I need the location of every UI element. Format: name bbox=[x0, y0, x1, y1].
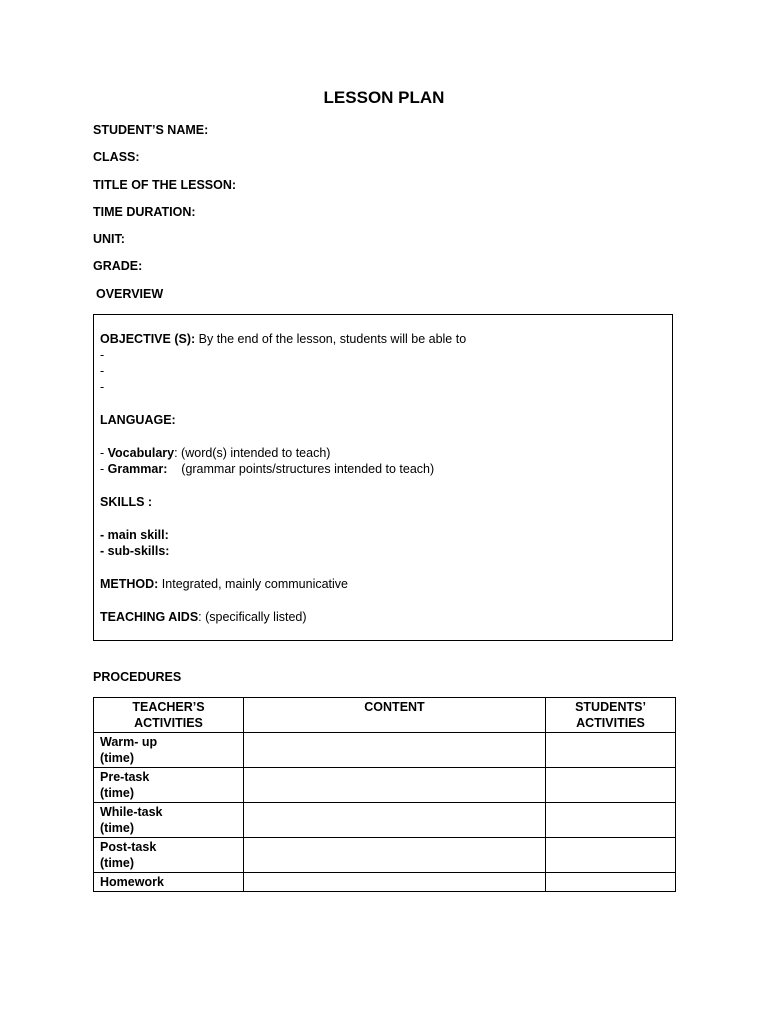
table-row bbox=[94, 768, 676, 803]
stage-time: (time) bbox=[100, 821, 135, 835]
content-cell[interactable] bbox=[244, 838, 546, 873]
stage-time: (time) bbox=[100, 751, 135, 765]
students-activities-cell[interactable] bbox=[546, 873, 676, 892]
students-activities-cell[interactable] bbox=[546, 803, 676, 838]
method-label: METHOD: bbox=[100, 577, 159, 591]
lesson-title-label: TITLE OF THE LESSON: bbox=[93, 178, 237, 192]
vocabulary-text: : (word(s) intended to teach) bbox=[174, 446, 331, 460]
stage-name: Warm- up bbox=[100, 735, 158, 749]
stage-name: Homework bbox=[100, 875, 164, 889]
objective-line bbox=[100, 332, 466, 346]
students-activities-cell[interactable] bbox=[546, 838, 676, 873]
grade-label: GRADE: bbox=[93, 259, 143, 273]
vocabulary-prefix: - bbox=[100, 446, 108, 460]
grammar-label: Grammar: bbox=[107, 462, 168, 476]
content-cell[interactable] bbox=[244, 768, 546, 803]
objective-dash-3: - bbox=[100, 380, 105, 394]
grammar-text: (grammar points/structures intended to teach) bbox=[167, 462, 435, 476]
student-name-label: STUDENT’S NAME: bbox=[93, 123, 209, 137]
sub-skills-label: - sub-skills: bbox=[100, 544, 170, 558]
vocabulary-label: Vocabulary bbox=[107, 446, 175, 460]
stage-name: While-task bbox=[100, 805, 163, 819]
objective-label: OBJECTIVE (S): bbox=[100, 332, 196, 346]
stage-cell bbox=[94, 768, 244, 803]
stage-cell bbox=[94, 733, 244, 768]
grammar-line bbox=[100, 462, 434, 476]
header-teachers-activities: TEACHER’S ACTIVITIES bbox=[94, 698, 244, 733]
vocabulary-line bbox=[100, 446, 330, 460]
stage-cell bbox=[94, 873, 244, 892]
stage-time: (time) bbox=[100, 786, 135, 800]
header-content: CONTENT bbox=[244, 698, 546, 733]
table-row bbox=[94, 803, 676, 838]
page-title: LESSON PLAN bbox=[323, 88, 445, 107]
language-label: LANGUAGE: bbox=[100, 413, 176, 427]
method-text: Integrated, mainly communicative bbox=[158, 577, 348, 591]
teaching-aids-label: TEACHING AIDS bbox=[100, 610, 199, 624]
time-duration-label: TIME DURATION: bbox=[93, 205, 196, 219]
unit-label: UNIT: bbox=[93, 232, 125, 246]
grammar-prefix: - bbox=[100, 462, 108, 476]
teaching-aids-line bbox=[100, 610, 307, 624]
objective-dash-2: - bbox=[100, 364, 105, 378]
overview-heading: OVERVIEW bbox=[96, 287, 164, 301]
objective-dash-1: - bbox=[100, 348, 105, 362]
method-line bbox=[100, 577, 348, 591]
stage-time: (time) bbox=[100, 856, 135, 870]
main-skill-label: - main skill: bbox=[100, 528, 169, 542]
table-row bbox=[94, 838, 676, 873]
stage-cell bbox=[94, 838, 244, 873]
procedures-heading: PROCEDURES bbox=[93, 670, 182, 684]
overview-box bbox=[93, 314, 673, 641]
students-activities-cell[interactable] bbox=[546, 733, 676, 768]
table-header-row bbox=[94, 698, 676, 733]
stage-cell bbox=[94, 803, 244, 838]
students-activities-cell[interactable] bbox=[546, 768, 676, 803]
content-cell[interactable] bbox=[244, 803, 546, 838]
skills-label: SKILLS : bbox=[100, 495, 153, 509]
procedures-table bbox=[93, 697, 676, 892]
stage-name: Post-task bbox=[100, 840, 157, 854]
table-row bbox=[94, 733, 676, 768]
stage-name: Pre-task bbox=[100, 770, 150, 784]
table-row bbox=[94, 873, 676, 892]
header-students-activities: STUDENTS’ ACTIVITIES bbox=[546, 698, 676, 733]
class-label: CLASS: bbox=[93, 150, 140, 164]
teaching-aids-text: : (specifically listed) bbox=[198, 610, 307, 624]
objective-text: By the end of the lesson, students will be able to bbox=[195, 332, 467, 346]
content-cell[interactable] bbox=[244, 733, 546, 768]
content-cell[interactable] bbox=[244, 873, 546, 892]
